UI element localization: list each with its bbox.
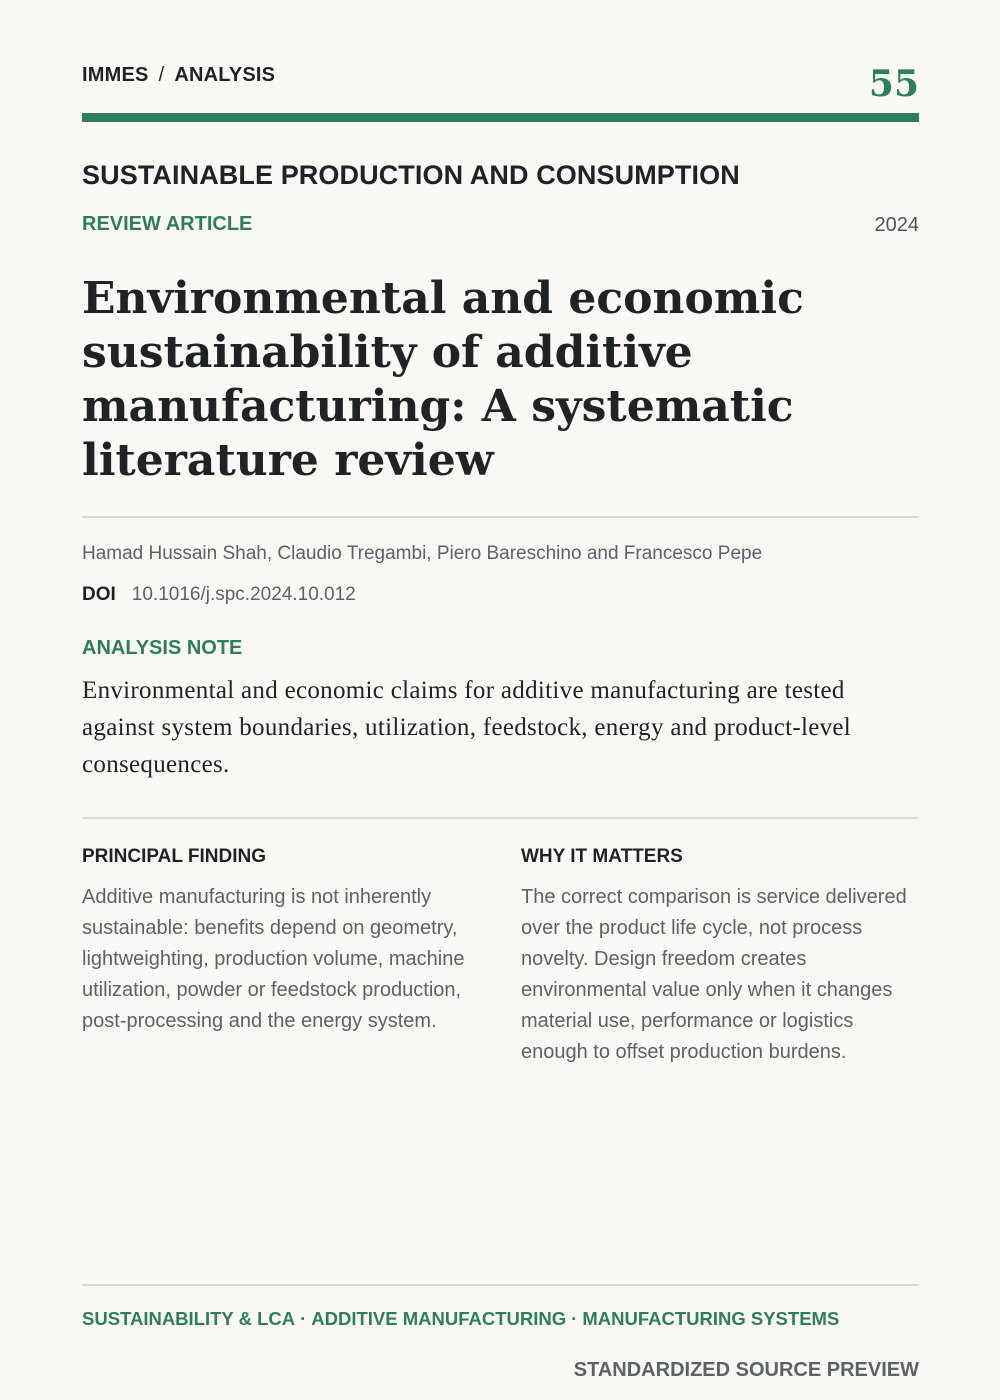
footer-divider bbox=[82, 1284, 919, 1286]
publication-year: 2024 bbox=[874, 214, 919, 236]
author-list: Hamad Hussain Shah, Claudio Tregambi, Piero Bareschino and Francesco Pepe bbox=[82, 543, 763, 564]
principal-finding-heading: PRINCIPAL FINDING bbox=[82, 846, 267, 867]
tag-separator: · bbox=[571, 1308, 578, 1329]
breadcrumb-item-publisher[interactable]: IMMES bbox=[82, 64, 149, 86]
title-divider bbox=[82, 516, 919, 518]
tag-manufacturing-systems[interactable]: MANUFACTURING SYSTEMS bbox=[582, 1308, 840, 1329]
tag-additive-manufacturing[interactable]: ADDITIVE MANUFACTURING bbox=[311, 1308, 567, 1329]
breadcrumb-separator: / bbox=[158, 64, 165, 86]
doi-link[interactable]: 10.1016/j.spc.2024.10.012 bbox=[131, 584, 356, 605]
tag-sustainability-lca[interactable]: SUSTAINABILITY & LCA bbox=[82, 1308, 296, 1329]
article-title: Environmental and economic sustainability of additive manufacturing: A systematic literature review bbox=[82, 273, 804, 486]
breadcrumb-item-section[interactable]: ANALYSIS bbox=[174, 64, 276, 86]
tag-separator: · bbox=[300, 1308, 307, 1329]
principal-finding-text: Additive manufacturing is not inherently sustainable: benefits depend on geometry, lightweighting, production volume, machine utilization, powder or feedstock production, post-processing and the energy system. bbox=[82, 886, 465, 1032]
header-accent-rule bbox=[82, 113, 919, 122]
why-it-matters-heading: WHY IT MATTERS bbox=[521, 846, 683, 867]
topic-tags bbox=[82, 1308, 839, 1330]
article-type-label: REVIEW ARTICLE bbox=[82, 213, 253, 235]
doi-row bbox=[82, 584, 356, 606]
source-preview-label: STANDARDIZED SOURCE PREVIEW bbox=[573, 1359, 919, 1381]
breadcrumb bbox=[82, 64, 275, 87]
document-page bbox=[82, 0, 919, 1400]
page-number: 55 bbox=[868, 63, 919, 105]
journal-name: SUSTAINABLE PRODUCTION AND CONSUMPTION bbox=[82, 160, 740, 190]
page-header bbox=[82, 58, 919, 108]
analysis-note-label: ANALYSIS NOTE bbox=[82, 637, 243, 659]
principal-finding-column bbox=[82, 846, 477, 1037]
why-it-matters-text: The correct comparison is service delivered over the product life cycle, not process novelty. Design freedom creates environmental value only when it changes material use, performance or logistics enough to offset production burdens. bbox=[521, 886, 907, 1063]
summary-divider bbox=[82, 817, 919, 819]
analysis-note-text: Environmental and economic claims for additive manufacturing are tested against system boundaries, utilization, feedstock, energy and product-level consequences. bbox=[82, 677, 852, 778]
why-it-matters-column bbox=[521, 846, 916, 1068]
doi-label: DOI bbox=[82, 584, 116, 605]
